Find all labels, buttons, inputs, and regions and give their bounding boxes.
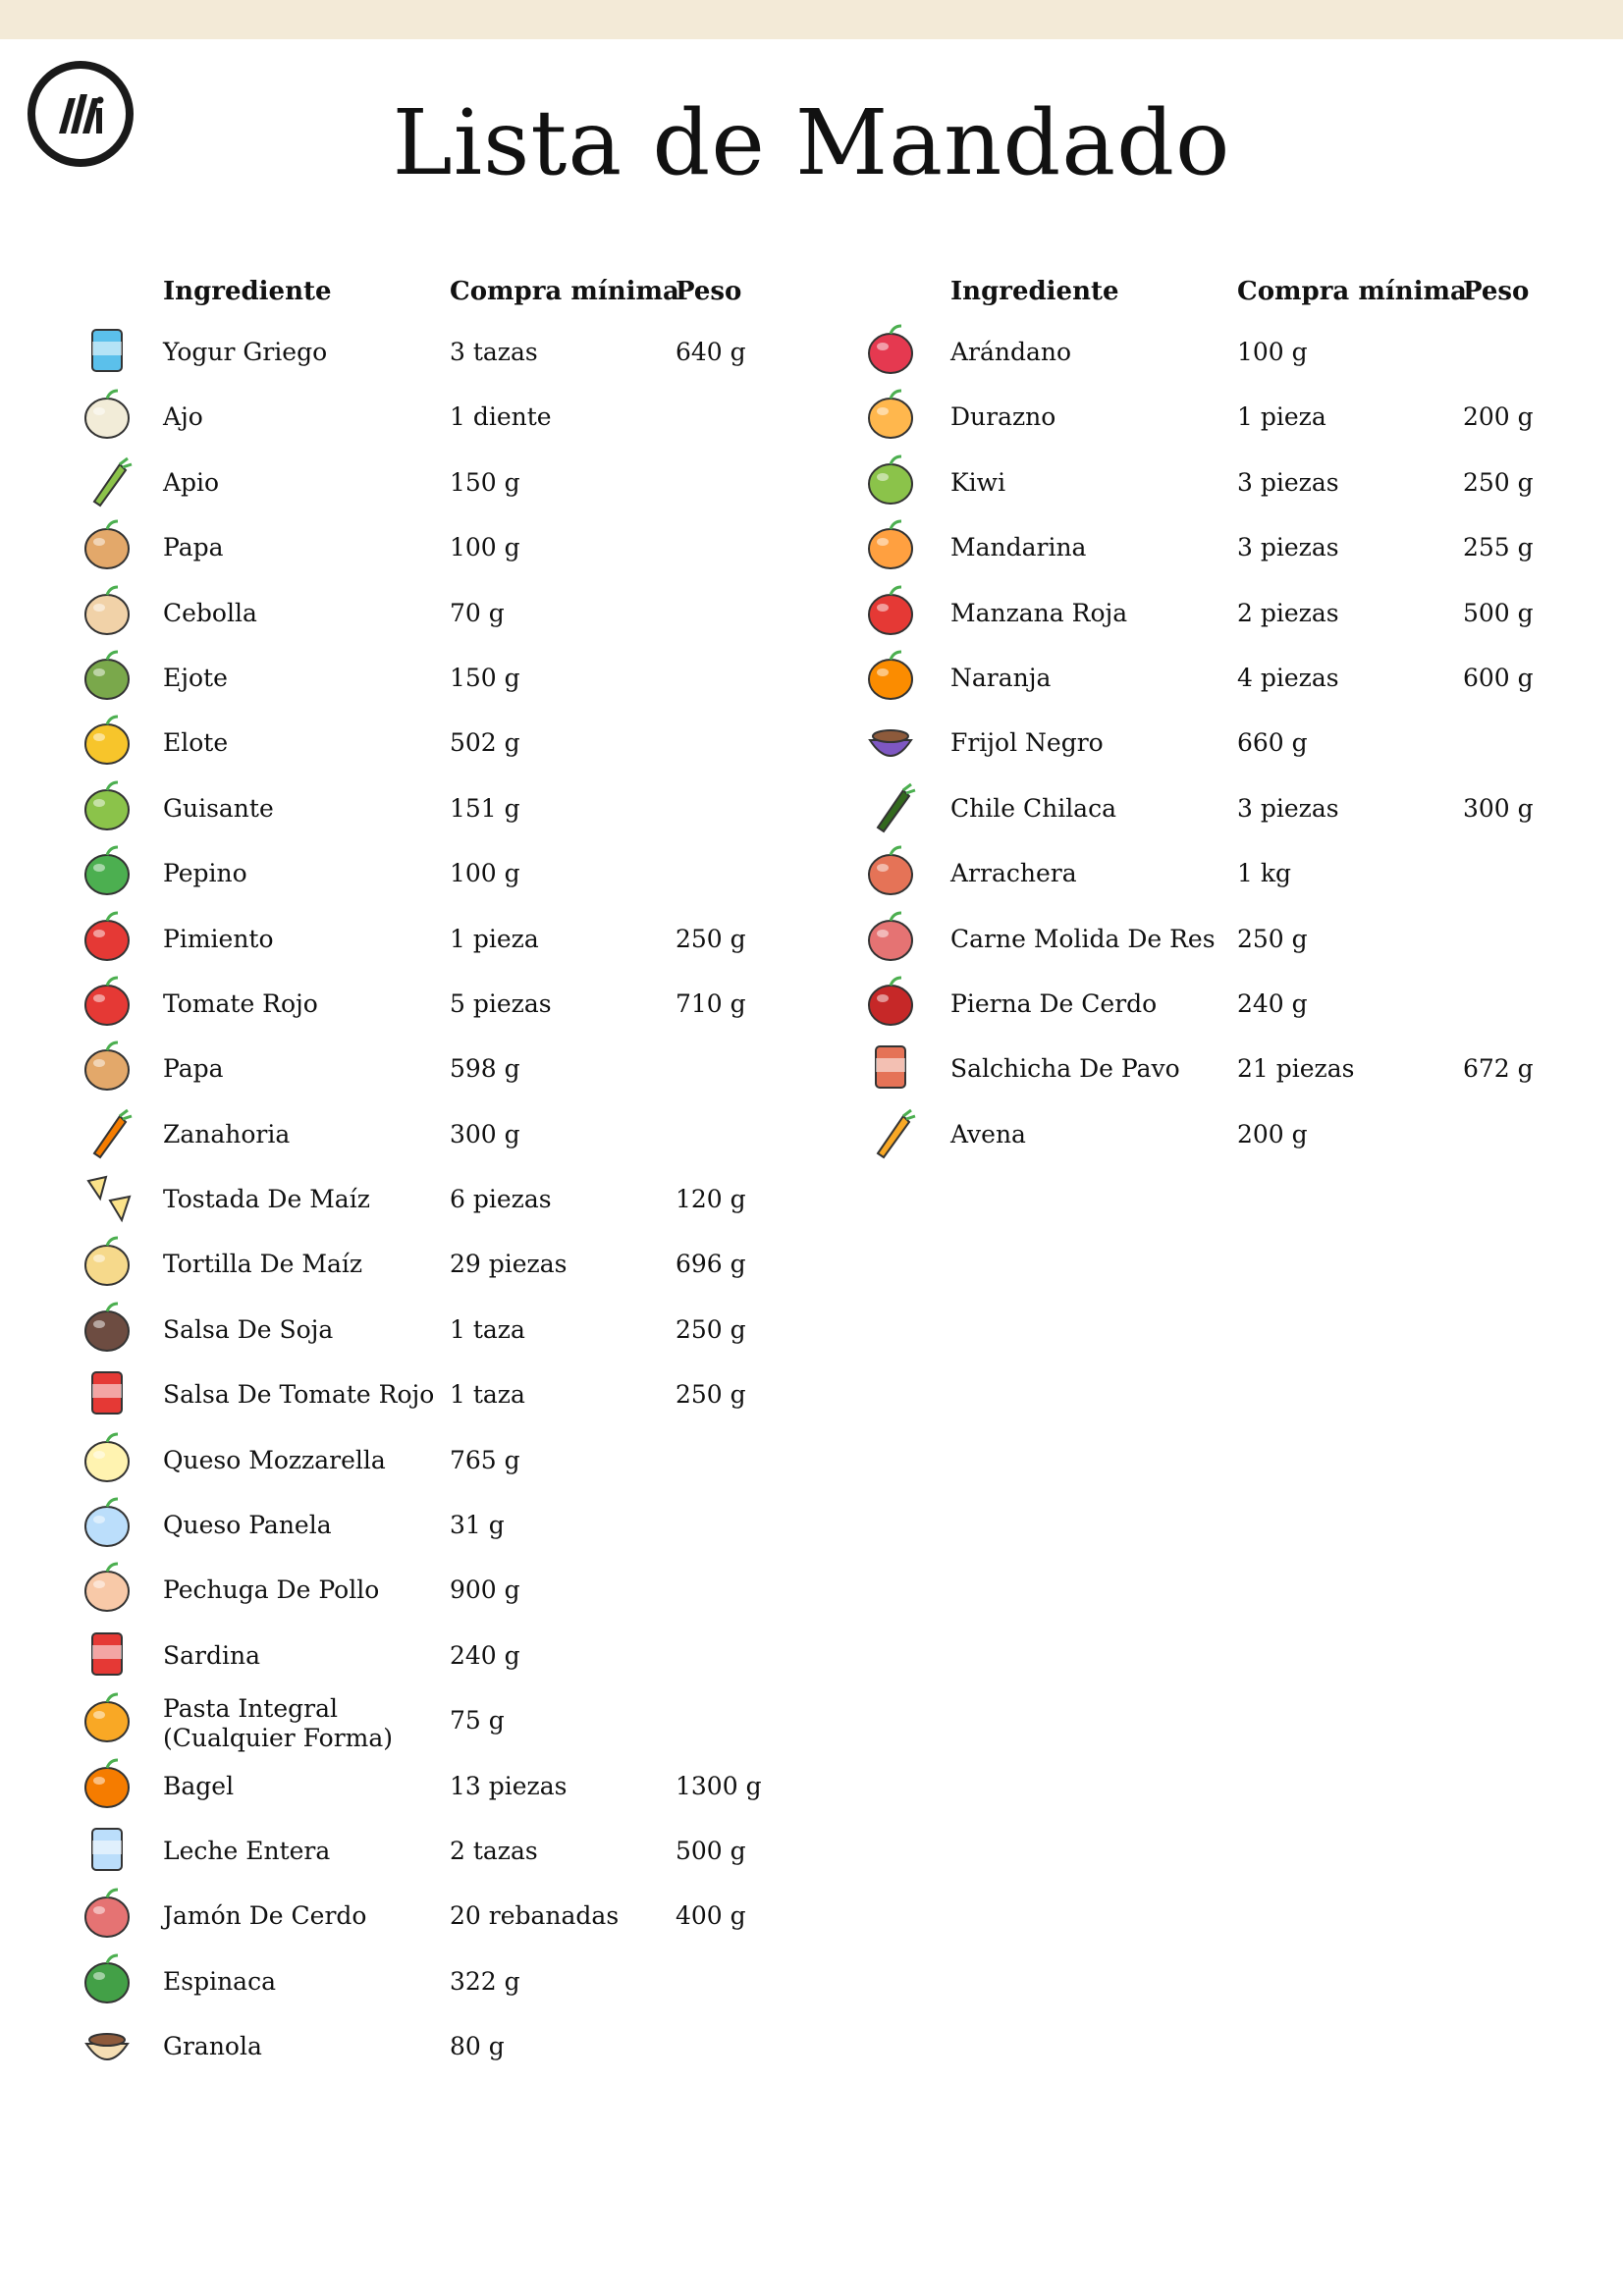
ingredient-name: Naranja	[950, 663, 1052, 692]
list-item	[73, 1684, 780, 1753]
black-bean-bowl-icon	[860, 711, 921, 772]
weight: 250 g	[676, 1314, 746, 1344]
header-ingredient: Ingrediente	[163, 277, 332, 306]
tomato-sauce-icon	[77, 1362, 137, 1423]
min-purchase: 5 piezas	[450, 988, 552, 1018]
list-item	[73, 773, 780, 837]
list-item	[73, 1750, 780, 1815]
list-item	[73, 642, 780, 707]
weight: 696 g	[676, 1250, 746, 1279]
ingredients-list-right	[856, 273, 1563, 1163]
min-purchase: 3 piezas	[1237, 533, 1339, 562]
table-header	[73, 273, 780, 316]
weight: 255 g	[1463, 533, 1534, 562]
list-item	[856, 642, 1563, 707]
min-purchase: 502 g	[450, 728, 520, 758]
header-weight: Peso	[676, 277, 742, 306]
weight: 500 g	[1463, 598, 1534, 627]
ingredient-name: Elote	[163, 728, 229, 758]
ingredient-name: Pierna De Cerdo	[950, 988, 1158, 1018]
weight: 500 g	[676, 1836, 746, 1865]
tomato-icon	[77, 972, 137, 1033]
ingredient-name: Ajo	[163, 402, 203, 432]
min-purchase: 100 g	[450, 533, 520, 562]
weight: 710 g	[676, 988, 746, 1018]
list-item	[73, 1815, 780, 1880]
ingredient-name: Arrachera	[950, 859, 1077, 888]
weight: 1300 g	[676, 1771, 762, 1800]
cucumber-icon	[77, 841, 137, 902]
list-item	[856, 773, 1563, 837]
min-purchase: 100 g	[1237, 338, 1308, 366]
min-purchase: 21 piezas	[1237, 1054, 1355, 1084]
list-item	[73, 2010, 780, 2075]
celery-icon	[77, 451, 137, 511]
pea-icon	[77, 776, 137, 837]
list-item	[73, 1489, 780, 1554]
list-item	[73, 1554, 780, 1619]
list-item	[856, 447, 1563, 511]
list-item	[73, 511, 780, 576]
ingredient-name: Papa	[163, 1054, 224, 1084]
list-item	[856, 1098, 1563, 1163]
ingredient-name: Durazno	[950, 402, 1056, 432]
ingredient-name: Chile Chilaca	[950, 793, 1116, 823]
min-purchase: 151 g	[450, 793, 520, 823]
min-purchase: 75 g	[450, 1706, 505, 1735]
ingredient-name: Yogur Griego	[163, 338, 328, 366]
tortilla-icon	[77, 1232, 137, 1293]
bagel-icon	[77, 1754, 137, 1815]
ingredient-name: Ejote	[163, 663, 228, 692]
min-purchase: 2 piezas	[1237, 598, 1339, 627]
ingredient-name: Queso Panela	[163, 1511, 332, 1540]
list-item	[73, 968, 780, 1033]
ingredient-name: Guisante	[163, 793, 274, 823]
list-item	[73, 381, 780, 446]
list-item	[73, 447, 780, 511]
ingredient-name: Carne Molida De Res	[950, 924, 1216, 953]
mandarin-icon	[860, 515, 921, 576]
min-purchase: 70 g	[450, 598, 505, 627]
granola-icon	[77, 2014, 137, 2075]
ingredient-name: Mandarina	[950, 533, 1087, 562]
ingredient-name: Salchicha De Pavo	[950, 1054, 1180, 1084]
min-purchase: 100 g	[450, 859, 520, 888]
header-weight: Peso	[1463, 277, 1530, 306]
min-purchase: 80 g	[450, 2032, 505, 2061]
ingredient-name: Kiwi	[950, 467, 1006, 497]
ingredient-name: Manzana Roja	[950, 598, 1128, 627]
list-item	[73, 837, 780, 902]
ingredient-name: Salsa De Soja	[163, 1314, 334, 1344]
min-purchase: 300 g	[450, 1119, 520, 1148]
list-item	[856, 1033, 1563, 1097]
header-ingredient: Ingrediente	[950, 277, 1119, 306]
ingredient-name: Salsa De Tomate Rojo	[163, 1380, 435, 1410]
list-item	[73, 707, 780, 772]
list-item	[73, 1098, 780, 1163]
ingredient-name: Leche Entera	[163, 1836, 331, 1865]
ingredient-name: Bagel	[163, 1771, 235, 1800]
ingredient-name: Granola	[163, 2032, 262, 2061]
pepper-icon	[77, 907, 137, 968]
weight: 640 g	[676, 338, 746, 366]
min-purchase: 240 g	[1237, 988, 1308, 1018]
min-purchase: 3 piezas	[1237, 467, 1339, 497]
oat-icon	[860, 1102, 921, 1163]
ingredient-name: Jamón De Cerdo	[163, 1901, 367, 1931]
min-purchase: 240 g	[450, 1640, 520, 1670]
min-purchase: 2 tazas	[450, 1836, 538, 1865]
pork-leg-icon	[860, 972, 921, 1033]
min-purchase: 150 g	[450, 663, 520, 692]
min-purchase: 1 kg	[1237, 859, 1292, 888]
min-purchase: 250 g	[1237, 924, 1308, 953]
min-purchase: 4 piezas	[1237, 663, 1339, 692]
list-item	[73, 1294, 780, 1359]
ingredient-name: Pimiento	[163, 924, 274, 953]
steak-icon	[860, 841, 921, 902]
min-purchase: 1 pieza	[450, 924, 539, 953]
min-purchase: 31 g	[450, 1511, 505, 1540]
min-purchase: 20 rebanadas	[450, 1901, 620, 1931]
spinach-icon	[77, 1949, 137, 2010]
yogurt-icon	[77, 320, 137, 381]
list-item	[73, 1620, 780, 1684]
header-min-purchase: Compra mínima	[1237, 277, 1467, 306]
soy-sauce-icon	[77, 1298, 137, 1359]
weight: 600 g	[1463, 663, 1534, 692]
list-item	[73, 1880, 780, 1945]
min-purchase: 200 g	[1237, 1119, 1308, 1148]
milk-icon	[77, 1819, 137, 1880]
ingredient-name: Tostada De Maíz	[163, 1185, 370, 1214]
carrot-icon	[77, 1102, 137, 1163]
list-item	[73, 1946, 780, 2010]
top-band	[0, 0, 1623, 39]
min-purchase: 1 taza	[450, 1380, 525, 1410]
ingredient-name: Queso Mozzarella	[163, 1445, 386, 1474]
header-min-purchase: Compra mínima	[450, 277, 679, 306]
ingredient-name: Arándano	[950, 338, 1072, 366]
list-item	[856, 968, 1563, 1033]
weight: 250 g	[676, 924, 746, 953]
table-header	[856, 273, 1563, 316]
ingredient-name: Tortilla De Maíz	[163, 1250, 363, 1279]
weight: 400 g	[676, 1901, 746, 1931]
list-item	[856, 903, 1563, 968]
min-purchase: 1 taza	[450, 1314, 525, 1344]
weight: 250 g	[1463, 467, 1534, 497]
ingredient-name: Sardina	[163, 1640, 260, 1670]
ingredient-name: Zanahoria	[163, 1119, 291, 1148]
ingredient-name: Cebolla	[163, 598, 257, 627]
list-item	[73, 1424, 780, 1489]
min-purchase: 150 g	[450, 467, 520, 497]
list-item	[73, 1163, 780, 1228]
weight: 250 g	[676, 1380, 746, 1410]
list-item	[856, 577, 1563, 642]
garlic-icon	[77, 385, 137, 446]
min-purchase: 3 tazas	[450, 338, 538, 366]
min-purchase: 6 piezas	[450, 1185, 552, 1214]
min-purchase: 660 g	[1237, 728, 1308, 758]
tostada-icon	[77, 1167, 137, 1228]
min-purchase: 1 pieza	[1237, 402, 1326, 432]
cranberry-icon	[860, 320, 921, 381]
kiwi-icon	[860, 451, 921, 511]
weight: 672 g	[1463, 1054, 1534, 1084]
list-item	[856, 316, 1563, 381]
corn-icon	[77, 711, 137, 772]
sausage-icon	[860, 1037, 921, 1097]
list-item	[73, 316, 780, 381]
ingredient-name: Tomate Rojo	[163, 988, 318, 1018]
ingredient-name: Frijol Negro	[950, 728, 1104, 758]
ingredient-name: Pechuga De Pollo	[163, 1575, 380, 1605]
orange-icon	[860, 646, 921, 707]
min-purchase: 1 diente	[450, 402, 552, 432]
onion-icon	[77, 581, 137, 642]
min-purchase: 598 g	[450, 1054, 520, 1084]
ingredient-name: Espinaca	[163, 1966, 276, 1996]
min-purchase: 765 g	[450, 1445, 520, 1474]
min-purchase: 322 g	[450, 1966, 520, 1996]
weight: 300 g	[1463, 793, 1534, 823]
list-item	[856, 707, 1563, 772]
green-bean-icon	[77, 646, 137, 707]
list-item	[73, 1228, 780, 1293]
list-item	[856, 381, 1563, 446]
apple-icon	[860, 581, 921, 642]
ingredient-name: Avena	[950, 1119, 1026, 1148]
ham-icon	[77, 1884, 137, 1945]
potato-icon	[77, 1037, 137, 1097]
list-item	[73, 1359, 780, 1423]
ground-beef-icon	[860, 907, 921, 968]
mozzarella-icon	[77, 1428, 137, 1489]
list-item	[73, 577, 780, 642]
pasta-icon	[77, 1688, 137, 1749]
list-item	[856, 837, 1563, 902]
ingredient-name: Pepino	[163, 859, 247, 888]
min-purchase: 3 piezas	[1237, 793, 1339, 823]
list-item	[73, 903, 780, 968]
weight: 120 g	[676, 1185, 746, 1214]
min-purchase: 900 g	[450, 1575, 520, 1605]
page-title: Lista de Mandado	[392, 90, 1231, 195]
sardine-can-icon	[77, 1624, 137, 1684]
ingredient-name: Pasta Integral (Cualquier Forma)	[163, 1694, 394, 1753]
min-purchase: 29 piezas	[450, 1250, 568, 1279]
list-item	[856, 511, 1563, 576]
panela-cheese-icon	[77, 1493, 137, 1554]
list-item	[73, 1033, 780, 1097]
ingredient-name: Papa	[163, 533, 224, 562]
chicken-breast-icon	[77, 1558, 137, 1619]
weight: 200 g	[1463, 402, 1534, 432]
chile-icon	[860, 776, 921, 837]
min-purchase: 13 piezas	[450, 1771, 568, 1800]
potato-icon	[77, 515, 137, 576]
peach-icon	[860, 385, 921, 446]
ingredient-name: Apio	[163, 467, 220, 497]
ingredients-list-left	[73, 273, 780, 2076]
